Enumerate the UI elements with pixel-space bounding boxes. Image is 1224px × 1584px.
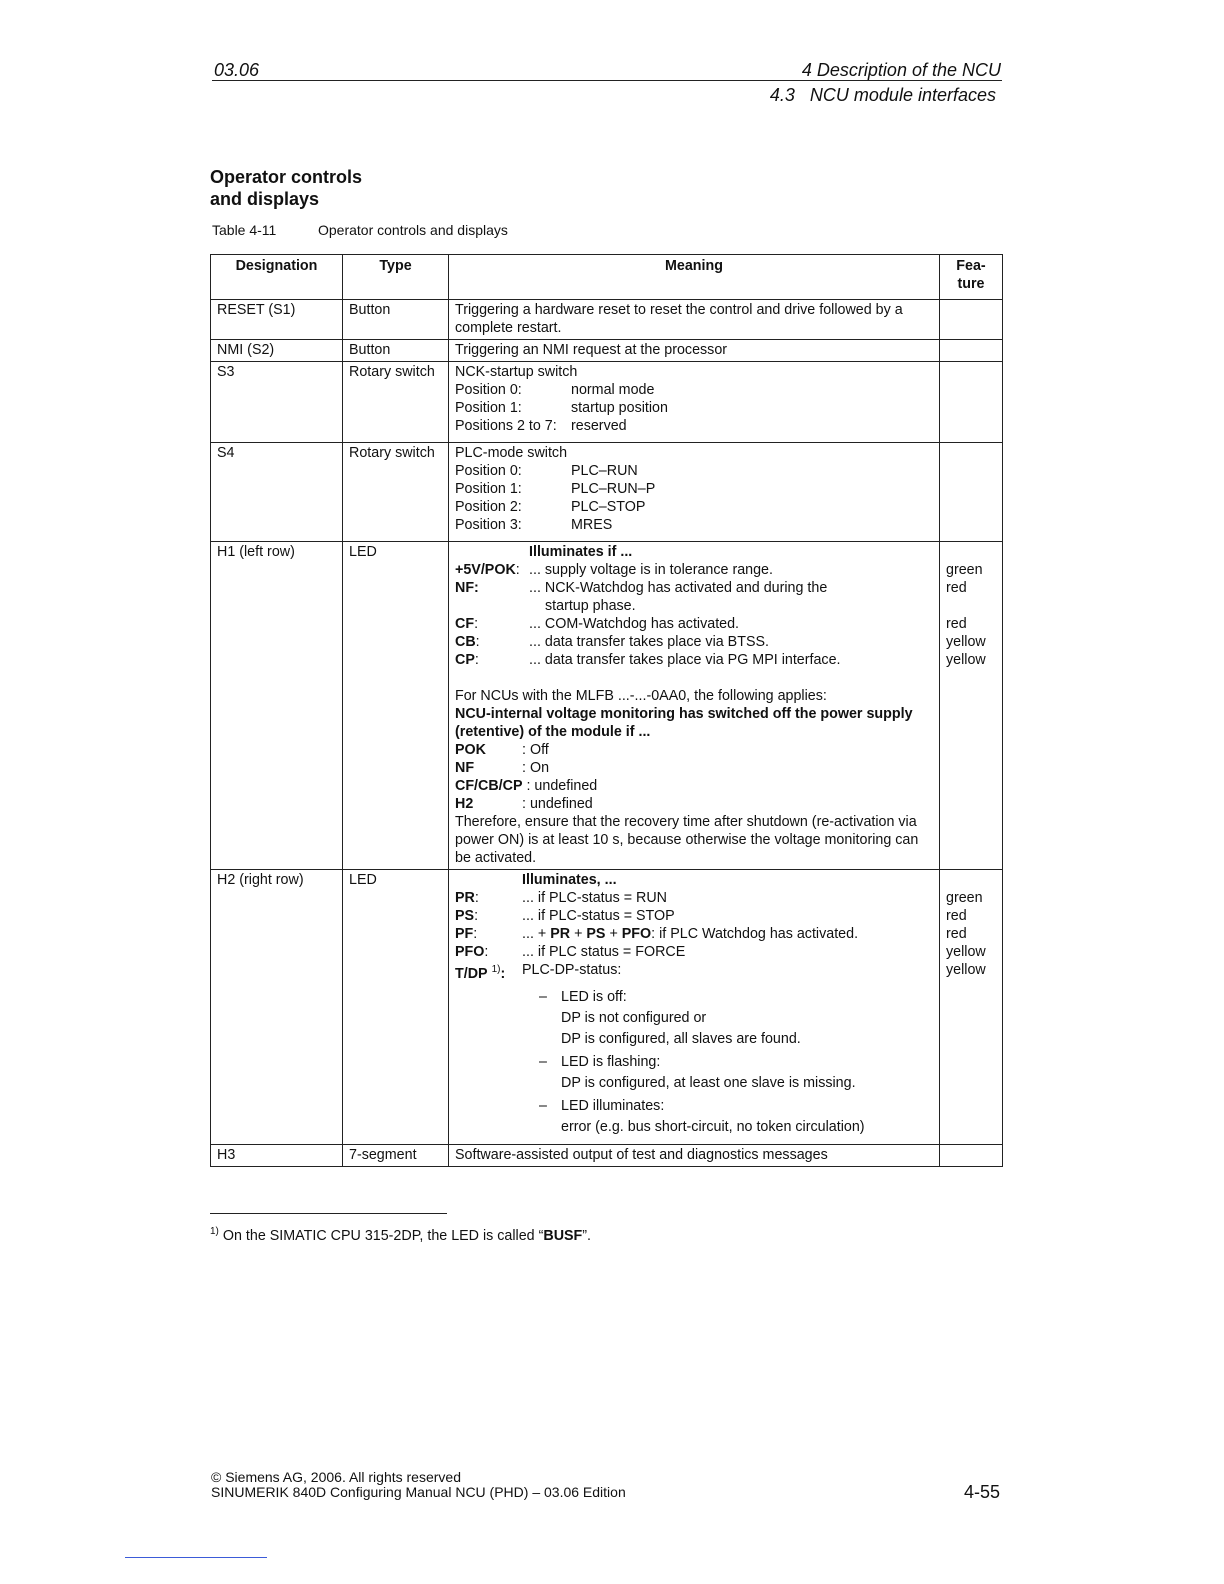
position-label: Position 3:	[455, 517, 522, 533]
position-label: Position 2:	[455, 499, 522, 515]
table-row	[211, 443, 1003, 542]
col-meaning: Meaning	[449, 255, 940, 300]
table-header-row	[211, 255, 1003, 300]
position-label: Position 0:	[455, 463, 522, 479]
position-label: Position 1:	[455, 481, 522, 497]
led-text: ... if PLC-status = STOP	[522, 908, 675, 924]
feature-value: red	[946, 580, 967, 596]
state-value: : undefined	[522, 796, 593, 812]
designation-cell: S4	[211, 443, 343, 542]
table-row	[211, 542, 1003, 870]
led-text: PLC-DP-status:	[522, 962, 622, 978]
dash: –	[539, 988, 547, 1005]
led-key: CB	[455, 634, 476, 650]
table-row	[211, 870, 1003, 1145]
footnote-bold: BUSF	[543, 1227, 583, 1244]
table-number: Table 4-11	[212, 222, 277, 238]
dp-status-title: LED illuminates:	[561, 1097, 665, 1114]
table-row	[211, 340, 1003, 362]
dp-status-text: error (e.g. bus short-circuit, no token circulation)	[561, 1118, 865, 1135]
switch-position	[455, 417, 933, 435]
led-text: : if PLC Watchdog has activated.	[651, 926, 859, 942]
meaning-cell	[449, 443, 940, 542]
position-value: MRES	[571, 517, 613, 533]
state-item	[455, 795, 933, 813]
dp-status-text: DP is not configured or	[561, 1009, 707, 1026]
feature-value: yellow	[946, 944, 986, 960]
feature-value: red	[946, 908, 967, 924]
table-row	[211, 300, 1003, 340]
header-section: 4.3 NCU module interfaces	[769, 85, 996, 105]
position-value: normal mode	[571, 382, 655, 398]
meaning-cell: Software-assisted output of test and diagnostics messages	[449, 1144, 940, 1166]
recovery-note: Therefore, ensure that the recovery time after shutdown (re-activation via power ON) is at least 10 s, because otherwise the voltage monitoring can be activated.	[455, 814, 919, 866]
footnote	[210, 1226, 591, 1244]
feature-cell	[940, 1144, 1003, 1166]
table-row	[211, 362, 1003, 443]
led-heading: Illuminates, ...	[522, 872, 617, 888]
type-cell: Button	[343, 300, 449, 340]
dp-status-item	[539, 1053, 933, 1092]
header-date: 03.06	[214, 60, 260, 80]
link-underline	[125, 1557, 267, 1558]
led-text: ... NCK-Watchdog has activated and during the	[529, 580, 828, 596]
led-text: ... if PLC-status = RUN	[522, 890, 667, 906]
state-item	[455, 777, 933, 795]
header-rule	[212, 80, 1002, 81]
page-number: 4-55	[963, 1482, 1000, 1502]
feature-value: green	[946, 890, 983, 906]
state-value: : undefined	[522, 778, 598, 794]
operator-controls-table	[210, 254, 1003, 1167]
led-text: ... if PLC status = FORCE	[522, 944, 686, 960]
feature-cell	[940, 300, 1003, 340]
feature-cell	[940, 443, 1003, 542]
margin-heading	[210, 166, 362, 210]
table-row	[211, 1144, 1003, 1166]
feature-cell	[940, 870, 1003, 1145]
state-key: POK	[455, 742, 486, 758]
type-cell: Button	[343, 340, 449, 362]
feature-value: yellow	[946, 652, 986, 668]
led-key: PR	[455, 890, 475, 906]
state-key: CF/CB/CP	[455, 778, 523, 794]
state-item	[455, 741, 933, 759]
led-text: ... +	[522, 926, 551, 942]
dp-status-title: LED is flashing:	[561, 1053, 661, 1070]
led-item	[455, 615, 933, 633]
feature-cell	[940, 542, 1003, 870]
led-text: ... COM-Watchdog has activated.	[529, 616, 740, 632]
led-item: PR: ... if PLC-status = RUN	[455, 890, 667, 906]
led-key-sep: :	[474, 616, 479, 632]
designation-cell: NMI (S2)	[211, 340, 343, 362]
designation-cell: H1 (left row)	[211, 542, 343, 870]
switch-position	[455, 381, 933, 399]
led-heading: Illuminates if ...	[529, 544, 633, 560]
led-item	[455, 579, 933, 597]
designation-cell: H3	[211, 1144, 343, 1166]
led-key: NF:	[455, 580, 479, 596]
designation-cell: RESET (S1)	[211, 300, 343, 340]
dp-status-item	[539, 988, 933, 1048]
meaning-cell	[449, 870, 940, 1145]
footnote-rule	[210, 1213, 447, 1214]
led-key: CF	[455, 616, 475, 632]
designation-cell: H2 (right row)	[211, 870, 343, 1145]
led-text-bold: PR	[550, 926, 571, 942]
led-key: PF	[455, 926, 474, 942]
dash: –	[539, 1053, 547, 1070]
feature-value: green	[946, 562, 983, 578]
led-item: PS: ... if PLC-status = STOP	[455, 908, 675, 924]
feature-value: red	[946, 616, 967, 632]
feature-value: red	[946, 926, 967, 942]
led-text-bold: PFO	[621, 926, 652, 942]
led-item: PFO: ... if PLC status = FORCE	[455, 944, 686, 960]
led-text: ... supply voltage is in tolerance range.	[529, 562, 773, 578]
col-feature-line1: Fea-	[956, 258, 986, 274]
type-cell: Rotary switch	[343, 443, 449, 542]
type-cell: LED	[343, 542, 449, 870]
led-text: ... data transfer takes place via BTSS.	[529, 634, 769, 650]
position-value: PLC–RUN–P	[571, 481, 656, 497]
state-key: NF	[455, 760, 475, 776]
meaning-cell: Triggering a hardware reset to reset the control and drive followed by a complete restart.	[449, 300, 940, 340]
dp-status-item	[539, 1097, 933, 1136]
switch-position	[455, 480, 933, 498]
state-key: H2	[455, 796, 474, 812]
led-text: +	[570, 926, 587, 942]
position-label: Position 0:	[455, 382, 522, 398]
position-value: PLC–RUN	[571, 463, 638, 479]
led-key: PS	[455, 908, 475, 924]
led-key-sep: :	[474, 652, 479, 668]
led-text-bold: PS	[586, 926, 606, 942]
copyright: © Siemens AG, 2006. All rights reserved	[211, 1469, 461, 1485]
led-item	[455, 651, 933, 669]
dash: –	[539, 1097, 547, 1114]
footnote-text-end: ”.	[582, 1227, 592, 1244]
dp-status-title: LED is off:	[561, 988, 627, 1005]
meaning-cell: Triggering an NMI request at the processor	[449, 340, 940, 362]
margin-heading-line1: Operator controls	[210, 167, 363, 187]
feature-cell	[940, 362, 1003, 443]
position-value: reserved	[571, 418, 627, 434]
dp-status-text: DP is configured, all slaves are found.	[561, 1030, 801, 1047]
state-item	[455, 759, 933, 777]
led-text-cont: startup phase.	[545, 598, 636, 614]
voltage-monitoring-note: NCU-internal voltage monitoring has switched off the power supply (retentive) of the module if ...	[455, 706, 913, 740]
meaning-cell	[449, 362, 940, 443]
switch-position	[455, 462, 933, 480]
table-title: Operator controls and displays	[318, 222, 508, 238]
feature-value: yellow	[946, 962, 986, 978]
switch-title: NCK-startup switch	[455, 364, 578, 380]
feature-value: yellow	[946, 634, 986, 650]
led-key: PFO	[455, 944, 485, 960]
table-caption	[212, 222, 508, 238]
footnote-text: On the SIMATIC CPU 315-2DP, the LED is called “	[218, 1227, 544, 1244]
designation-cell: S3	[211, 362, 343, 443]
margin-heading-line2: and displays	[210, 189, 320, 209]
meaning-cell	[449, 542, 940, 870]
col-designation: Designation	[211, 255, 343, 300]
led-key: +5V/POK	[455, 562, 516, 578]
header-chapter: 4 Description of the NCU	[801, 60, 1001, 80]
led-item: T/DP $^{1)}$: PLC-DP-status:	[455, 962, 622, 982]
led-text: +	[605, 926, 622, 942]
led-item	[455, 633, 933, 651]
footnote-mark: 1)	[210, 1226, 219, 1237]
type-cell: Rotary switch	[343, 362, 449, 443]
position-value: PLC–STOP	[571, 499, 646, 515]
switch-title: PLC-mode switch	[455, 445, 568, 461]
state-value: : On	[522, 760, 550, 776]
type-cell: LED	[343, 870, 449, 1145]
footer-text	[211, 1470, 626, 1500]
position-value: startup position	[571, 400, 668, 416]
led-item	[455, 561, 933, 579]
col-type: Type	[343, 255, 449, 300]
position-label: Positions 2 to 7:	[455, 418, 557, 434]
feature-cell	[940, 340, 1003, 362]
switch-position	[455, 399, 933, 417]
position-label: Position 1:	[455, 400, 522, 416]
led-item: PF: ... + PR + PS + PFO: if PLC Watchdog has activated.	[455, 926, 859, 942]
dp-status-text: DP is configured, at least one slave is missing.	[561, 1074, 856, 1091]
led-key-sep: :	[475, 634, 480, 650]
col-feature	[940, 255, 1003, 300]
led-key-sep: :	[515, 562, 520, 578]
mlfb-note: For NCUs with the MLFB ...-...-0AA0, the following applies:	[455, 688, 827, 704]
type-cell: 7-segment	[343, 1144, 449, 1166]
col-feature-line2: ture	[957, 276, 985, 292]
switch-position	[455, 498, 933, 516]
led-key: CP	[455, 652, 475, 668]
state-value: : Off	[522, 742, 549, 758]
led-text: ... data transfer takes place via PG MPI interface.	[529, 652, 841, 668]
footnote-ref: 1)	[491, 964, 501, 975]
led-key: T/DP	[455, 965, 488, 982]
switch-position	[455, 516, 933, 534]
manual-title: SINUMERIK 840D Configuring Manual NCU (PHD) – 03.06 Edition	[211, 1484, 626, 1500]
